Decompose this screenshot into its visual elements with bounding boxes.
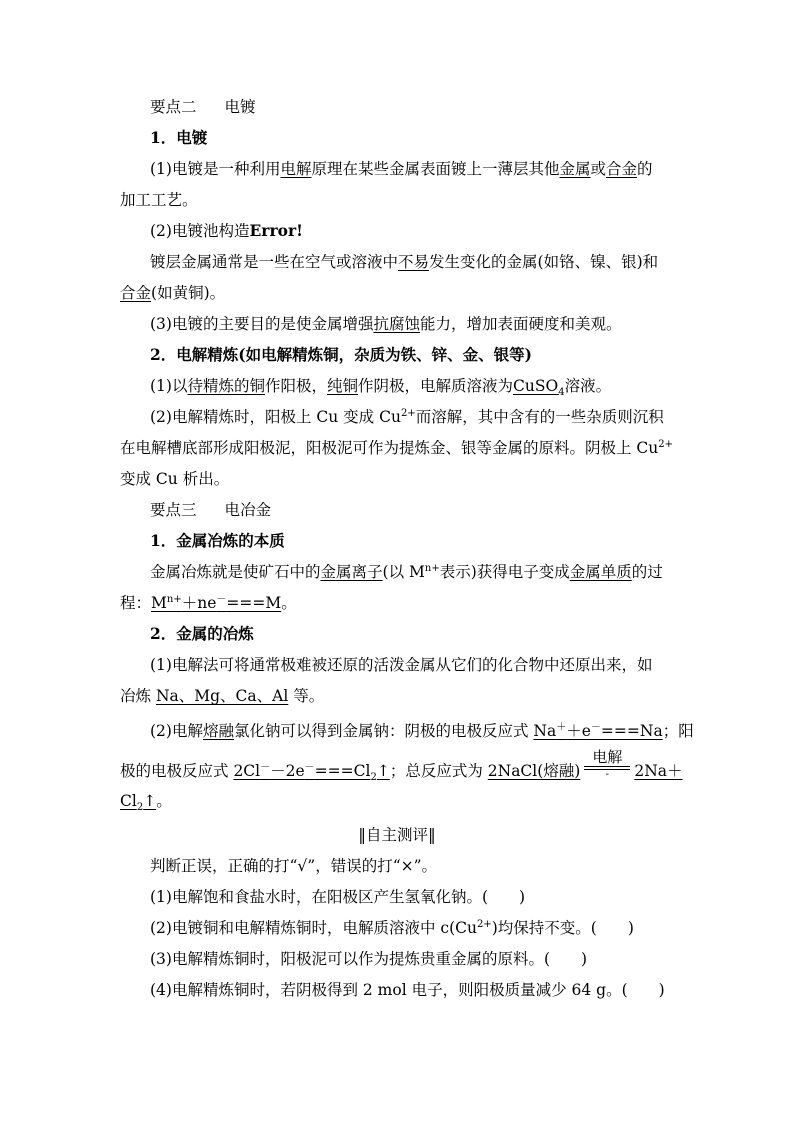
paragraph-line: (3)电镀的主要目的是使金属增强抗腐蚀能力，增加表面硬度和美观。: [150, 315, 622, 333]
paragraph-line: (2)电镀池构造Error!: [150, 221, 303, 240]
section-heading-3: 要点三 电冶金: [150, 501, 272, 519]
subheading-metal-smelting: 2．金属的冶炼: [150, 624, 254, 643]
paragraph-line: (1)以待精炼的铜作阳极，纯铜作阴极，电解质溶液为CuSO$_4$溶液。: [150, 377, 612, 399]
paragraph-line: 极的电极反应式 $2Cl^--2e^-===Cl_2↑$；总反应式为 2NaCl(熔融) $\frac{\text{电解}}{-}$ 2Na＋: [120, 748, 683, 784]
quiz-intro: 判断正误，正确的打“√”，错误的打“×”。: [150, 857, 438, 875]
paragraph-line: (1)电镀是一种利用电解原理在某些金属表面镀上一薄层其他金属或合金的: [150, 160, 653, 178]
quiz-title: ‖自主测评‖: [358, 826, 436, 844]
quiz-question-3: (3)电解精炼铜时，阳极泥可以作为提炼贵重金属的原料。( ): [150, 950, 588, 968]
paragraph-line: 冶炼 Na、Mg、Ca、Al 等。: [120, 687, 325, 705]
paragraph-line: $Cl_2↑$。: [120, 792, 172, 814]
quiz-question-1: (1)电解饱和食盐水时，在阳极区产生氢氧化钠。( ): [150, 888, 526, 906]
paragraph-line: 合金(如黄铜)。: [120, 284, 226, 302]
subheading-refining: 2．电解精炼(如电解精炼铜，杂质为铁、锌、金、银等): [150, 345, 532, 364]
paragraph-line: 在电解槽底部形成阳极泥，阳极泥可作为提炼金、银等金属的原料。阴极上 $Cu^{2+}$: [120, 438, 674, 457]
quiz-question-2: (2)电镀铜和电解精炼铜时，电解质溶液中 $c(Cu^{2+})$均保持不变。( ): [150, 918, 634, 937]
paragraph-line: (1)电解法可将通常极难被还原的活泼金属从它们的化合物中还原出来，如: [150, 656, 653, 674]
paragraph-line: (2)电解精炼时，阳极上 Cu 变成 $Cu^{2+}$而溶解，其中含有的一些杂质则沉积: [150, 407, 664, 426]
section-heading-2: 要点二 电镀: [150, 98, 256, 116]
paragraph-line: 镀层金属通常是一些在空气或溶液中不易发生变化的金属(如铬、镍、银)和: [150, 253, 659, 271]
electrolysis-equals-sign: $\frac{\text{电解}}{-}$: [584, 749, 630, 779]
paragraph-line: 金属冶炼就是使矿石中的金属离子(以 $M^{n+}$表示)获得电子变成金属单质的过: [150, 562, 663, 581]
subheading-metallurgy-essence: 1．金属冶炼的本质: [150, 531, 285, 550]
paragraph-line: 程：$M^{n+}+ne^-===M$。: [120, 593, 297, 612]
paragraph-line: 变成 Cu 析出。: [120, 470, 230, 488]
paragraph-line: (2)电解熔融氯化钠可以得到金属钠：阴极的电极反应式 Na＋＋e－===Na；阳: [150, 721, 694, 740]
quiz-question-4: (4)电解精炼铜时，若阴极得到 2 mol 电子，则阳极质量减少 64 g。( ): [150, 981, 665, 999]
subheading-electroplating: 1．电镀: [150, 128, 208, 147]
paragraph-line: 加工工艺。: [120, 191, 198, 209]
